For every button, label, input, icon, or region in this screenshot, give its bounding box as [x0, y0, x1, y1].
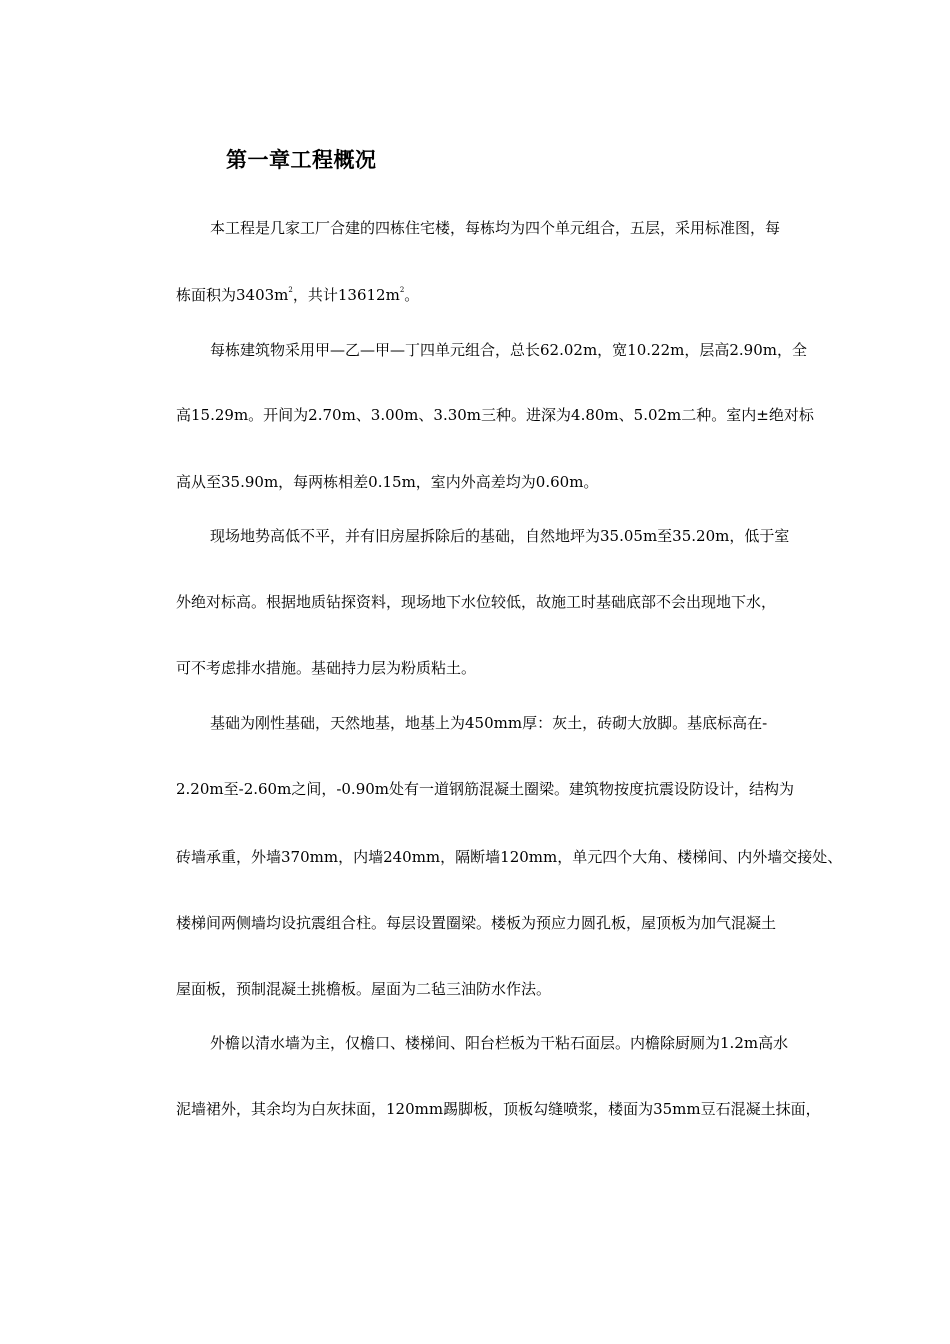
superscript-2: 2 — [288, 286, 293, 294]
superscript-2: 2 — [399, 286, 405, 294]
paragraph-3-line-3: 可不考虑排水措施。基础持力层为粉质粘土。 — [176, 659, 477, 677]
paragraph-4-line-4: 楼梯间两侧墙均设抗震组合柱。每层设置圈梁。楼板为预应力圆孔板，屋顶板为加气混凝土 — [176, 914, 777, 932]
paragraph-1-line-1: 本工程是几家工厂合建的四栋住宅楼，每栋均为四个单元组合，五层，采用标准图，每 — [210, 219, 781, 237]
area-text-b: ，共计13612m — [292, 286, 400, 304]
paragraph-4-line-5: 屋面板，预制混凝土挑檐板。屋面为二毡三油防水作法。 — [176, 980, 552, 998]
chapter-title: 第一章工程概况 — [226, 148, 377, 172]
paragraph-2-line-1: 每栋建筑物采用甲—乙—甲—丁四单元组合，总长62.02m，宽10.22m，层高2.90m，全 — [210, 341, 807, 359]
paragraph-3-line-2: 外绝对标高。根据地质钻探资料，现场地下水位较低，故施工时基础底部不会出现地下水， — [176, 593, 777, 611]
paragraph-4-line-1: 基础为刚性基础，天然地基，地基上为450mm厚：灰土，砖砌大放脚。基底标高在- — [210, 714, 768, 732]
paragraph-3-line-1: 现场地势高低不平，并有旧房屋拆除后的基础，自然地坪为35.05m至35.20m，低于室 — [210, 527, 790, 545]
paragraph-4-line-2: 2.20m至-2.60m之间，-0.90m处有一道钢筋混凝土圈梁。建筑物按度抗震设防设计，结构为 — [176, 780, 795, 798]
paragraph-2-line-2: 高15.29m。开间为2.70m、3.00m、3.30m三种。进深为4.80m、5.02m二种。室内±绝对标 — [176, 406, 814, 424]
area-text-a: 栋面积为3403m — [176, 286, 289, 304]
area-text-c: 。 — [404, 286, 420, 304]
paragraph-5-line-2: 泥墙裙外，其余均为白灰抹面，120mm踢脚板，顶板勾缝喷浆，楼面为35mm豆石混凝土抹面， — [176, 1100, 821, 1118]
paragraph-5-line-1: 外檐以清水墙为主，仅檐口、楼梯间、阳台栏板为干粘石面层。内檐除厨厕为1.2m高水 — [210, 1034, 789, 1052]
paragraph-4-line-3: 砖墙承重，外墙370mm，内墙240mm，隔断墙120mm，单元四个大角、楼梯间、内外墙交接处、 — [176, 848, 843, 866]
paragraph-2-line-3: 高从至35.90m，每两栋相差0.15m，室内外高差均为0.60m。 — [176, 473, 599, 491]
paragraph-1-line-2 — [176, 283, 419, 307]
